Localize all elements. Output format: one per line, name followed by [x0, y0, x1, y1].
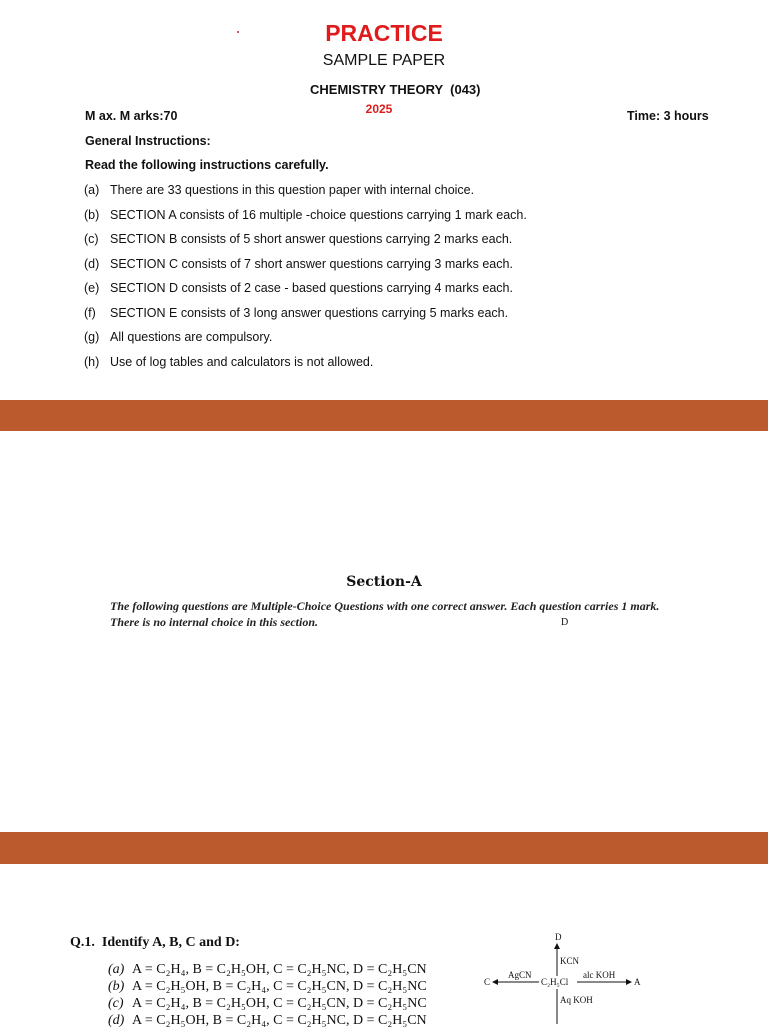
arrow-left-head [492, 979, 498, 985]
instruction-item [84, 232, 527, 257]
option-d [108, 1012, 427, 1029]
max-marks: M ax. M arks:70 [85, 109, 178, 123]
read-instructions-line: Read the following instructions carefully. [85, 158, 329, 172]
option-label: (a) [108, 962, 125, 977]
question-1-options [108, 961, 427, 1029]
page-divider-band [0, 832, 768, 864]
option-a [108, 961, 427, 978]
instruction-list [84, 183, 527, 379]
instruction-item [84, 306, 527, 331]
instruction-item [84, 330, 527, 355]
scheme-center-reactant: C₂H₅Cl [541, 977, 569, 987]
instruction-letter: (g) [84, 330, 100, 344]
instruction-text: SECTION E consists of 3 long answer questions carrying 5 marks each. [110, 305, 509, 320]
paper-name: CHEMISTRY THEORY (043) [310, 82, 481, 97]
instruction-letter: (b) [84, 207, 100, 222]
instruction-letter: (a) [84, 183, 100, 197]
instruction-letter: (c) [84, 232, 99, 246]
section-a-description: The following questions are Multiple-Choice Questions with one correct answer. Each question carries 1 mark. There is no internal choice in this section. [110, 599, 660, 629]
instruction-item [84, 281, 527, 306]
scheme-top-product: D [555, 932, 562, 942]
option-label: (c) [108, 996, 124, 1011]
option-c [108, 995, 427, 1012]
option-b [108, 978, 427, 995]
instruction-letter: (d) [84, 256, 100, 271]
stray-mark: D [561, 617, 569, 628]
option-text: A = C₂H₅OH, B = C₂H₄, C = C₂H₅CN, D = C₂H₅NC [132, 979, 427, 994]
option-label: (d) [108, 1013, 125, 1028]
instruction-text: SECTION C consists of 7 short answer questions carrying 3 marks each. [110, 256, 513, 271]
instruction-letter: (f) [84, 305, 96, 320]
option-text: A = C₂H₄, B = C₂H₅OH, C = C₂H₅NC, D = C₂H₅CN [132, 962, 427, 977]
practice-title: PRACTICE [325, 20, 443, 46]
scheme-reagent-left: AgCN [508, 970, 532, 980]
question-1-stem: Q.1. Identify A, B, C and D: [70, 935, 240, 950]
instruction-item [84, 355, 527, 380]
instruction-text: All questions are compulsory. [110, 330, 273, 344]
option-text: A = C₂H₄, B = C₂H₅OH, C = C₂H₅CN, D = C₂H₅NC [132, 996, 427, 1011]
instruction-text: There are 33 questions in this question paper with internal choice. [110, 183, 475, 197]
option-text: A = C₂H₅OH, B = C₂H₄, C = C₂H₅NC, D = C₂H₅CN [132, 1013, 427, 1028]
instruction-item [84, 208, 527, 233]
instruction-item [84, 257, 527, 282]
sample-paper-title: SAMPLE PAPER [322, 52, 446, 69]
section-a-title: Section-A [346, 574, 422, 590]
scheme-left-product: C [484, 977, 491, 987]
instruction-text: SECTION A consists of 16 multiple -choice questions carrying 1 mark each. [110, 207, 527, 222]
instruction-text: Use of log tables and calculators is not allowed. [110, 354, 374, 369]
paper-year: 2025 [365, 102, 393, 116]
instruction-item [84, 183, 527, 208]
instruction-letter: (h) [84, 354, 100, 369]
scheme-reagent-up: KCN [560, 956, 580, 966]
scheme-reagent-down: Aq KOH [560, 995, 593, 1005]
instruction-letter: (e) [84, 281, 100, 295]
instruction-text: SECTION D consists of 2 case - based questions carrying 4 marks each. [110, 281, 513, 295]
arrow-up-head [554, 943, 560, 949]
instruction-text: SECTION B consists of 5 short answer questions carrying 2 marks each. [110, 232, 513, 246]
arrow-right-head [626, 979, 632, 985]
option-label: (b) [108, 979, 125, 994]
scheme-right-product: A [634, 977, 641, 987]
time-allowed: Time: 3 hours [627, 109, 709, 123]
reaction-scheme-diagram [484, 930, 644, 1024]
general-instructions-heading: General Instructions: [85, 134, 211, 148]
scheme-reagent-right: alc KOH [583, 970, 616, 980]
page-divider-band [0, 400, 768, 431]
